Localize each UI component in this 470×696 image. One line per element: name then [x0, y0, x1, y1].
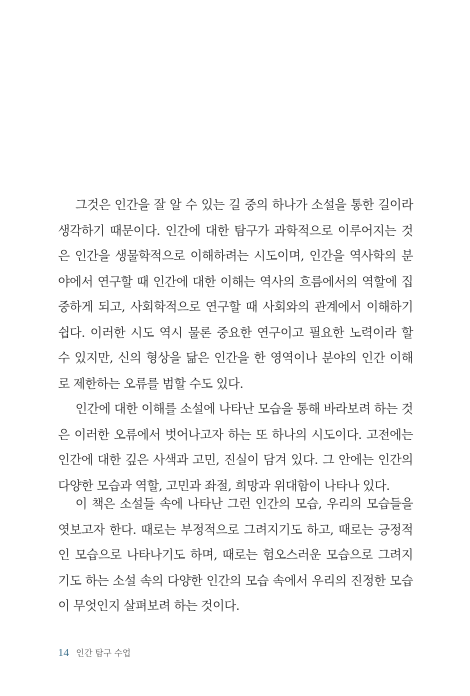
- paragraph: 인간에 대한 이해를 소설에 나타난 모습을 통해 바라보려 하는 것은 이러한 오류에서 벗어나고자 하는 또 하나의 시도이다. 고전에는 인간에 대한 깊은 사색과 고민, 진실이 담겨 있다. 그 안에는 인간의 다양한 모습과 역할, 고민과 좌절, 희망과 위대함이 나타나 있다.: [58, 401, 413, 493]
- body-section-1: [58, 192, 413, 498]
- paragraph: 이 책은 소설들 속에 나타난 그런 인간의 모습, 우리의 모습들을 엿보고자 한다. 때로는 부정적으로 그려지기도 하고, 때로는 긍정적인 모습으로 나타나기도 하며, 때로는 험오스러운 모습으로 그려지기도 하는 소설 속의 다양한 인간의 모습 속에서 우리의 진정한 모습이 무엇인지 살펴보려 하는 것이다.: [58, 496, 413, 613]
- running-title: 인간 탐구 수업: [76, 649, 131, 659]
- paragraph: 그것은 인간을 잘 알 수 있는 길 중의 하나가 소설을 통한 길이라 생각하기 때문이다. 인간에 대한 탐구가 과학적으로 이루어지는 것은 인간을 생물학적으로 이해하려는 시도이며, 인간을 역사학의 분야에서 연구할 때 인간에 대한 이해는 역사의 흐름에서의 역할에 집중하게 되고, 사회학적으로 연구할 때 사회와의 관계에서 이해하기 쉽다. 이러한 시도 역시 물론 중요한 연구이고 필요한 노력이라 할 수 있지만, 신의 형상을 닮은 인간을 한 영역이나 분야의 인간 이해로 제한하는 오류를 범할 수도 있다.: [58, 197, 413, 391]
- page-number: 14: [58, 647, 69, 659]
- page-footer: [58, 647, 131, 659]
- body-section-2: [58, 491, 413, 619]
